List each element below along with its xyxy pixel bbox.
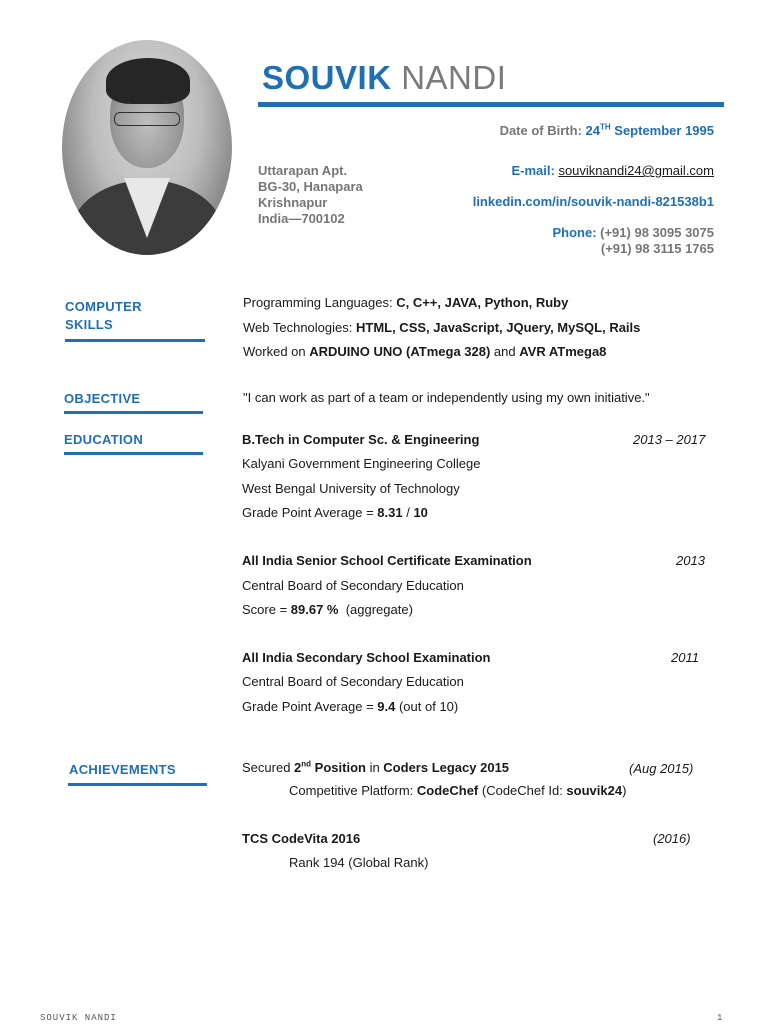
section-heading-achievements: ACHIEVEMENTS — [69, 762, 176, 777]
address-line: BG-30, Hanapara — [258, 179, 363, 194]
first-name: SOUVIK — [262, 59, 392, 96]
achievement-date: (Aug 2015) — [629, 761, 694, 776]
skills-line: Programming Languages: C, C++, JAVA, Python, Ruby — [243, 295, 569, 310]
achievement-detail: Rank 194 (Global Rank) — [289, 855, 429, 870]
email-link[interactable]: souviknandi24@gmail.com — [558, 163, 714, 178]
achievement-detail: Competitive Platform: CodeChef (CodeChef Id: souvik24) — [289, 783, 627, 798]
education-title: All India Secondary School Examination — [242, 650, 491, 665]
section-divider — [64, 411, 203, 414]
education-line: Grade Point Average = 9.4 (out of 10) — [242, 699, 459, 714]
skills-line: Worked on ARDUINO UNO (ATmega 328) and AVR ATmega8 — [243, 344, 607, 359]
education-line: Kalyani Government Engineering College — [242, 456, 481, 471]
section-divider — [64, 452, 203, 455]
last-name: NANDI — [401, 59, 507, 96]
email-line: E-mail: souviknandi24@gmail.com — [511, 163, 714, 178]
photo-glasses — [114, 112, 180, 126]
education-line: Score = 89.67 % (aggregate) — [242, 602, 413, 617]
section-divider — [68, 783, 207, 786]
photo-hair — [106, 58, 190, 104]
page-number: 1 — [717, 1013, 724, 1023]
footer-name: SOUVIK NANDI — [40, 1013, 117, 1023]
education-line: West Bengal University of Technology — [242, 481, 460, 496]
linkedin-link[interactable]: linkedin.com/in/souvik-nandi-821538b1 — [472, 194, 714, 209]
education-year: 2011 — [671, 650, 699, 665]
address-line: Krishnapur — [258, 195, 328, 210]
address-block — [258, 163, 363, 227]
education-year: 2013 — [676, 553, 705, 568]
name-divider — [258, 102, 724, 107]
education-line: Central Board of Secondary Education — [242, 578, 464, 593]
address-line: India—700102 — [258, 211, 345, 226]
date-of-birth: Date of Birth: 24TH September 1995 — [499, 122, 714, 138]
education-title: All India Senior School Certificate Examination — [242, 553, 532, 568]
section-heading-education: EDUCATION — [64, 432, 144, 447]
achievement-title: TCS CodeVita 2016 — [242, 831, 361, 846]
education-line: Central Board of Secondary Education — [242, 674, 464, 689]
achievement-title: Secured 2nd Position in Coders Legacy 2015 — [242, 759, 510, 775]
section-divider — [65, 339, 205, 342]
section-heading-objective: OBJECTIVE — [64, 391, 141, 406]
phone-line: Phone: (+91) 98 3095 3075 — [552, 225, 714, 240]
address-line: Uttarapan Apt. — [258, 163, 348, 178]
phone-line-2: (+91) 98 3115 1765 — [600, 241, 714, 256]
profile-photo — [62, 40, 232, 255]
objective-text: "I can work as part of a team or independently using my own initiative." — [243, 390, 650, 405]
education-year: 2013 – 2017 — [633, 432, 706, 447]
education-line: Grade Point Average = 8.31 / 10 — [242, 505, 428, 520]
section-heading-skills: COMPUTER SKILLS — [65, 299, 142, 332]
achievement-date: (2016) — [653, 831, 691, 846]
page-title — [262, 58, 506, 98]
education-title: B.Tech in Computer Sc. & Engineering — [242, 432, 480, 447]
skills-line: Web Technologies: HTML, CSS, JavaScript, JQuery, MySQL, Rails — [243, 320, 641, 335]
